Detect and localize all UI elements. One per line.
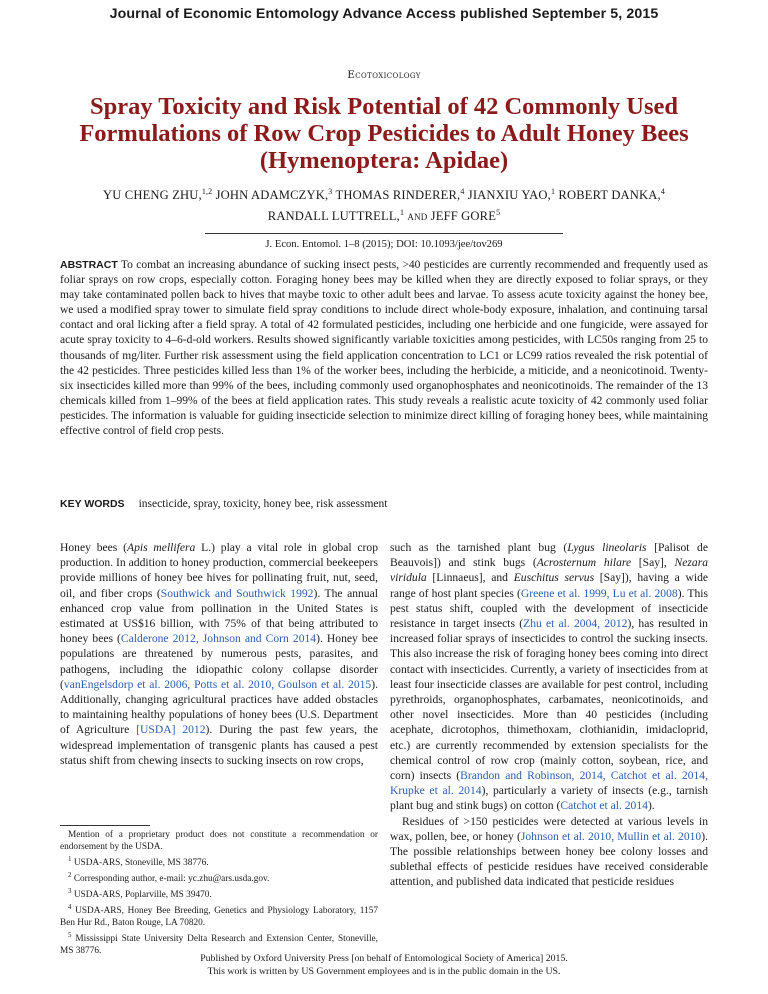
- body-text: ). The annual enhanced crop value from pollination in the United States is estimated at US$16 billion, with 75% of that being attributed to honey bees (: [60, 586, 378, 646]
- species-name: Acrosternum hilare: [536, 556, 632, 570]
- species-name: Apis mellifera: [127, 541, 196, 554]
- publisher-notice: [0, 952, 768, 978]
- journal-banner: Journal of Economic Entomology Advance Access published September 5, 2015: [109, 6, 659, 22]
- citation-line: J. Econ. Entomol. 1–8 (2015); DOI: 10.1093/jee/tov269: [265, 239, 503, 250]
- footnote-text: Mississippi State University Delta Research and Extension Center, Stoneville, MS 38776.: [60, 934, 378, 957]
- footnote-item: [60, 901, 378, 929]
- author-affiliation: 1: [399, 208, 405, 218]
- citation-link[interactable]: Zhu et al. 2004, 2012: [523, 617, 628, 631]
- footnote-item: [60, 853, 378, 869]
- body-text: such as the tarnished plant bug (: [390, 541, 568, 554]
- body-text: ), has resulted in increased foliar sprays of insecticides to control the sucking insects. This also increase the risk of foraging honey bees coming into direct contact with insecticides. Currently, a variety of insecticides from at least four insecticide classes are available for pest control, including pyrethroids, organophosphates, carbamates, neonicotinoids, and other novel insecticides. More than 40 pesticides (including acephate, dicrotophos, thimethoxam, clothianidin, imidacloprid, etc.) are currently recommended by extension specialists for the chemical control of row crop (mainly cotton, soybean, rice, and corn) insects (: [390, 617, 708, 783]
- body-text: Residues of >150 pesticides were detected at various levels in wax, pollen, bee, or honey (: [390, 814, 708, 843]
- footnote-divider: [60, 825, 150, 826]
- keywords: [60, 498, 708, 510]
- author-name: YU CHENG ZHU,: [102, 188, 202, 203]
- footnote-number: 4: [68, 903, 72, 912]
- author-affiliation: 3: [328, 187, 333, 196]
- author-name: RANDALL LUTTRELL,: [267, 209, 400, 224]
- footnotes: [60, 829, 378, 957]
- section-label: Ecotoxicology: [347, 69, 421, 81]
- citation-link[interactable]: Johnson et al. 2010, Mullin et al. 2010: [520, 829, 702, 843]
- footnote-number: 1: [68, 855, 72, 863]
- article-title: Spray Toxicity and Risk Potential of 42 Commonly Used Formulations of Row Crop Pesticides to Adult Honey Bees (Hymenoptera: Apidae): [79, 93, 689, 174]
- author-affiliation: 1: [550, 187, 556, 196]
- species-name: Lygus lineolaris: [567, 541, 647, 554]
- body-paragraph: [60, 540, 378, 768]
- species-name: Euschitus servus: [513, 571, 595, 585]
- author-affiliation: 1,2: [201, 187, 213, 196]
- publisher-line-1: Published by Oxford University Press [on behalf of Entomological Society of America] 2015.: [200, 953, 568, 964]
- body-text: L.) play a vital role in global crop production. In addition to honey production, commercial beekeepers provide millions of honey bee hives for pollinating fruit, nut, seed, oil, and fiber crops (: [60, 541, 378, 600]
- author-affiliation: 5: [496, 208, 501, 218]
- footnote-disclaimer: Mention of a proprietary product does not constitute a recommendation or endorsement by the USDA.: [60, 830, 378, 852]
- body-text: ). During the past few years, the widespread implementation of transgenic plants has caused a pest status shift from chewing insects to sucking insects on row crops,: [60, 723, 378, 767]
- body-column-left: [60, 540, 378, 768]
- abstract-label: ABSTRACT: [60, 259, 118, 271]
- body-text: [Linnaeus], and: [426, 571, 514, 585]
- species-name: Nezara viridula: [390, 556, 709, 585]
- body-text: ). The possible relationships between honey bee colony losses and sublethal effects of pesticide residues have received considerable attention, and published data indicated that pesticide residues: [390, 829, 708, 889]
- footnote-text: USDA-ARS, Honey Bee Breeding, Genetics and Physiology Laboratory, 1157 Ben Hur Rd., Baton Rouge, LA 70820.: [60, 906, 378, 929]
- body-text: ). This pest status shift, coupled with the development of insecticide resistance in target insects (: [390, 586, 708, 631]
- body-text: [Palisot de Beauvois]) and stink bugs (: [390, 541, 708, 570]
- body-paragraph: [390, 814, 708, 890]
- citation-link[interactable]: [USDA] 2012: [136, 723, 206, 737]
- footnote-text: USDA-ARS, Poplarville, MS 39470.: [71, 890, 212, 901]
- body-text: [Say],: [631, 556, 675, 570]
- author-name: JIANXIU YAO,: [464, 188, 551, 203]
- publisher-line-2: This work is written by US Government employees and is in the public domain in the US.: [207, 966, 561, 977]
- header-divider: [205, 233, 563, 234]
- body-text: ), particularly a variety of insects (e.g., tarnish plant bug and stink bugs) on cotton (: [390, 784, 708, 813]
- body-text: ). Additionally, changing agricultural practices have added obstacles to maintaining healthy populations of honey bees (U.S. Department of Agriculture: [60, 677, 378, 737]
- author-name: ROBERT DANKA,: [555, 188, 661, 203]
- author-affiliation: 4: [660, 187, 665, 196]
- citation-link[interactable]: Greene et al. 1999, Lu et al. 2008: [520, 586, 678, 600]
- footnote-item: [60, 885, 378, 901]
- author-affiliation: 4: [460, 187, 465, 196]
- body-column-right: [390, 540, 708, 890]
- footnote-item: [60, 869, 378, 885]
- abstract-text: To combat an increasing abundance of sucking insect pests, >40 pesticides are currently recommended and frequently used as foliar sprays on row crops, especially cotton. Foraging honey bees may be killed when they are directly exposed to foliar sprays, or they may take contaminated pollen back to hives that maybe toxic to other adult bees and larvae. To assess acute toxicity against the honey bee, we used a modified spray tower to simulate field spray conditions to include direct whole-body exposure, inhalation, and continuing tarsal contact and oral licking after a field spray. A total of 42 formulated pesticides, including one herbicide and one fungicide, were assayed for acute spray toxicity to 4–6-d-old workers. Results showed significantly variable toxicities among pesticides, with LC50s ranging from 25 to thousands of mg/liter. Further risk assessment using the field application concentration to LC1 or LC99 ratios revealed the risk potential of the 42 pesticides. Three pesticides killed less than 1% of the worker bees, including the herbicide, a miticide, and a neonicotinoid. Twenty-six insecticides killed more than 99% of the bees, including commonly used organophosphates and neonicotinoids. The remainder of the 13 chemicals killed from 1–99% of the bees at field application rates. This study reveals a realistic acute toxicity of 42 commonly used foliar pesticides. The information is valuable for guiding insecticide selection to minimize direct killing of foraging honey bees, while maintaining effective control of field crop pests.: [60, 259, 708, 438]
- author-name: JOHN ADAMCZYK,: [212, 188, 329, 203]
- author-name: JEFF GORE: [430, 209, 497, 224]
- author-line-2: [20, 204, 748, 225]
- author-conjunction: and: [404, 209, 431, 224]
- footnote-text: Corresponding author, e-mail: yc.zhu@ars.usda.gov.: [71, 874, 270, 885]
- body-text: [Say]), having a wide range of host plant species (: [390, 571, 709, 600]
- abstract: [60, 258, 708, 439]
- footnote-number: 2: [68, 871, 72, 880]
- citation-link[interactable]: Catchot et al. 2014: [560, 799, 648, 813]
- footnote-number: 3: [68, 887, 72, 896]
- citation-link[interactable]: Calderone 2012, Johnson and Corn 2014: [120, 632, 317, 646]
- author-list: [20, 183, 748, 225]
- footnote-text: USDA-ARS, Stoneville, MS 38776.: [71, 858, 209, 869]
- keywords-label: KEY WORDS: [60, 498, 125, 510]
- body-text: ). Honey bee populations are threatened by numerous pests, parasites, and pathogens, including the idiopathic colony collapse disorder (: [60, 632, 378, 691]
- footnote-number: 5: [68, 931, 72, 940]
- author-name: THOMAS RINDERER,: [332, 188, 461, 203]
- author-line-1: [20, 183, 748, 204]
- body-text: Honey bees (: [60, 541, 127, 554]
- citation-link[interactable]: Southwick and Southwick 1992: [160, 586, 314, 600]
- body-paragraph: [390, 540, 708, 814]
- body-text: ).: [647, 799, 655, 813]
- citation-link[interactable]: vanEngelsdorp et al. 2006, Potts et al. 2010, Goulson et al. 2015: [63, 677, 372, 691]
- citation-link[interactable]: Brandon and Robinson, 2014, Catchot et al. 2014, Krupke et al. 2014: [390, 769, 708, 798]
- keywords-text: insecticide, spray, toxicity, honey bee, risk assessment: [138, 498, 388, 510]
- footnote-list: [60, 853, 378, 957]
